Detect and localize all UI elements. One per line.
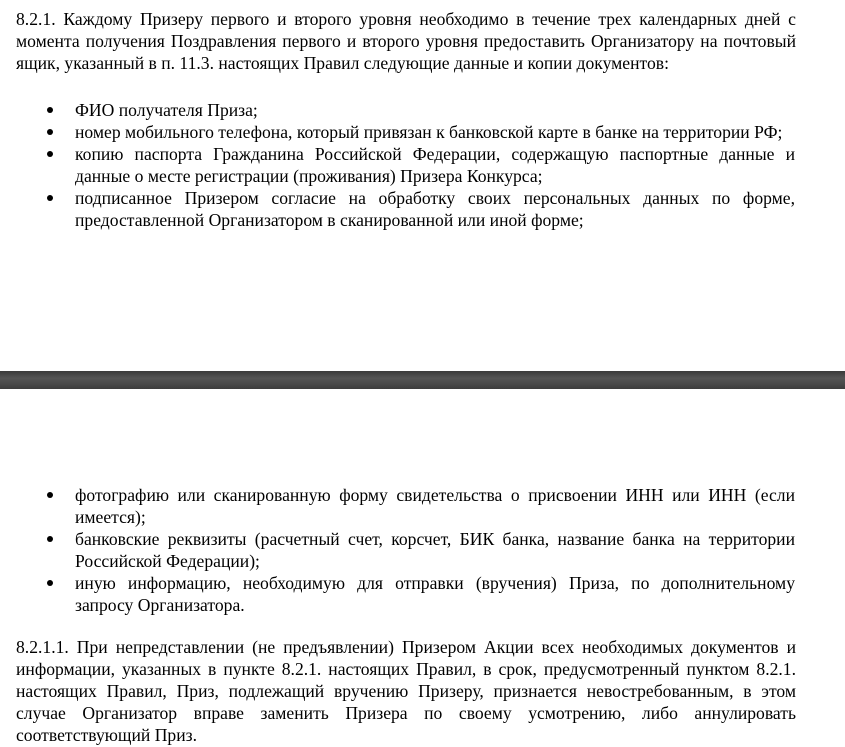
list-item-text: банковские реквизиты (расчетный счет, корсчет, БИК банка, название банка на территории Российской Федерации);: [75, 529, 795, 571]
bullet-icon: [47, 129, 53, 135]
list-item-text: номер мобильного телефона, который привязан к банковской карте в банке на территории РФ;: [75, 122, 783, 142]
bullet-icon: [47, 580, 53, 586]
bullet-icon: [47, 195, 53, 201]
bullet-icon: [47, 151, 53, 157]
bullet-icon: [47, 107, 53, 113]
list-item: [0, 99, 795, 121]
list-item-text: ФИО получателя Приза;: [75, 100, 258, 120]
bullet-icon: [47, 492, 53, 498]
list-item-text: копию паспорта Гражданина Российской Федерации, содержащую паспортные данные и данные о месте регистрации (проживания) Призера Конкурса;: [75, 144, 795, 186]
list-item: [0, 187, 795, 231]
page-separator: [0, 371, 845, 389]
document-page-top: [0, 0, 845, 371]
documents-list-top: [0, 99, 845, 231]
list-item-text: подписанное Призером согласие на обработку своих персональных данных по форме, предоставленной Организатором в сканированной или иной форме;: [75, 188, 795, 230]
list-item: [0, 143, 795, 187]
list-item-text: иную информацию, необходимую для отправки (вручения) Приза, по дополнительному запросу Организатора.: [75, 573, 795, 615]
clause-8-2-1-1: 8.2.1.1. При непредставлении (не предъявлении) Призером Акции всех необходимых документов и информации, указанных в пункте 8.2.1. настоящих Правил, в срок, предусмотренный пунктом 8.2.1. настоящих Правил, Приз, подлежащий вручению Призеру, признается невостребованным, в этом случае Организатор вправе заменить Призера по своему усмотрению, либо аннулировать соответствующий Приз.: [16, 637, 796, 745]
list-item-text: фотографию или сканированную форму свидетельства о присвоении ИНН или ИНН (если имеется);: [75, 485, 795, 527]
clause-8-2-1-intro: 8.2.1. Каждому Призеру первого и второго уровня необходимо в течение трех календарных дней с момента получения Поздравления первого и второго уровня предоставить Организатору на почтовый ящик, указанный в п. 11.3. настоящих Правил следующие данные и копии документов:: [16, 9, 796, 73]
bullet-icon: [47, 536, 53, 542]
list-item: [0, 121, 795, 143]
documents-list-bottom: [0, 484, 845, 616]
document-page-bottom: [0, 389, 845, 747]
list-item: [0, 484, 795, 528]
list-item: [0, 528, 795, 572]
list-item: [0, 572, 795, 616]
